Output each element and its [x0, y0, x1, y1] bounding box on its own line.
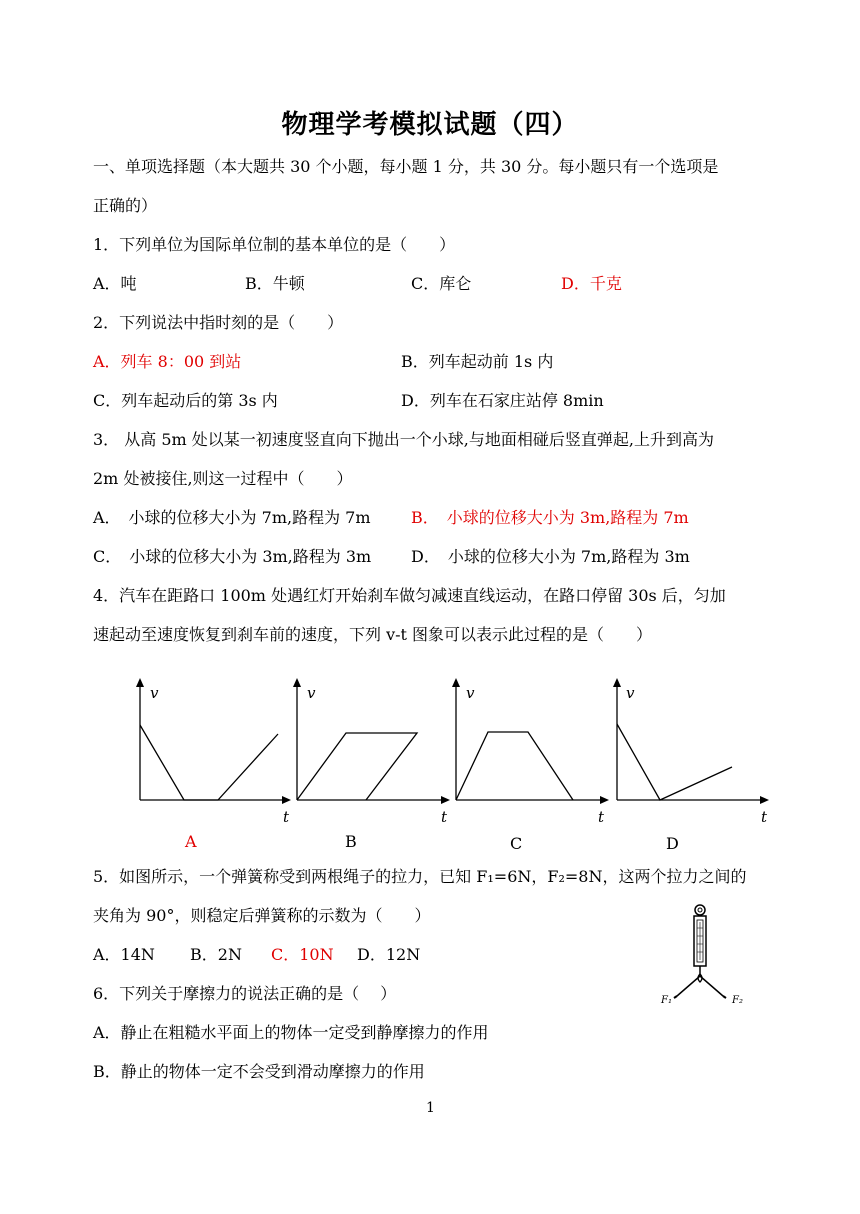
- q6-stem: 6．下列关于摩擦力的说法正确的是（ ）: [93, 984, 397, 1003]
- q5-option-d: D．12N: [357, 945, 421, 964]
- q5-stem-line1: 5．如图所示，一个弹簧称受到两根绳子的拉力，已知 F₁=6N，F₂=8N，这两个拉力之间的: [93, 867, 747, 886]
- graph-b-v-label: v: [307, 684, 316, 702]
- q4-stem-line1: 4．汽车在距路口 100m 处遇红灯开始刹车做匀减速直线运动，在路口停留 30s 后，匀加: [93, 586, 726, 605]
- graph-c: [456, 682, 605, 826]
- graph-b-t-label: t: [441, 808, 448, 826]
- graph-a-label-answer: A: [185, 832, 197, 851]
- page-number: 1: [426, 1100, 435, 1116]
- graph-b-label: B: [345, 832, 357, 851]
- graph-a-t-label: t: [283, 808, 290, 826]
- graph-c-t-label: t: [598, 808, 605, 826]
- q3-stem-line1: 3． 从高 5m 处以某一初速度竖直向下抛出一个小球,与地面相碰后竖直弹起,上升到高为: [93, 430, 714, 449]
- q2-option-d: D．列车在石家庄站停 8min: [401, 391, 604, 410]
- q2-option-c: C．列车起动后的第 3s 内: [93, 391, 278, 410]
- graph-b: [297, 682, 448, 826]
- section-heading-line2: 正确的）: [93, 196, 158, 215]
- spring-scale-figure: [655, 900, 755, 1010]
- graph-d-curve: [617, 724, 732, 800]
- q1-stem: 1．下列单位为国际单位制的基本单位的是（ ）: [93, 235, 456, 254]
- section-heading-line1: 一、单项选择题（本大题共 30 个小题，每小题 1 分，共 30 分。每小题只有一个选项是: [93, 157, 719, 176]
- q3-stem-line2: 2m 处被接住,则这一过程中（ ）: [93, 469, 353, 488]
- graph-c-label: C: [510, 834, 523, 853]
- q3-option-b-answer: B． 小球的位移大小为 3m,路程为 7m: [411, 508, 689, 527]
- q1-option-a: A．吨: [93, 274, 137, 293]
- q4-vt-graphs: [0, 670, 860, 860]
- rope-lines: [677, 976, 723, 996]
- q6-option-a: A．静止在粗糙水平面上的物体一定受到静摩擦力的作用: [93, 1023, 489, 1042]
- q6-option-b: B．静止的物体一定不会受到滑动摩擦力的作用: [93, 1062, 425, 1081]
- graph-d: [617, 682, 768, 826]
- f2-label: F₂: [732, 995, 743, 1006]
- graph-a-curve: [140, 725, 278, 800]
- q2-option-b: B．列车起动前 1s 内: [401, 352, 554, 371]
- q4-stem-line2: 速起动至速度恢复到刹车前的速度，下列 v-t 图象可以表示此过程的是（ ）: [93, 625, 653, 644]
- q3-option-d: D． 小球的位移大小为 7m,路程为 3m: [411, 547, 690, 566]
- f1-label: F₁: [661, 995, 672, 1006]
- graph-b-curve: [297, 733, 417, 800]
- q3-option-a: A． 小球的位移大小为 7m,路程为 7m: [93, 508, 371, 527]
- q5-option-c-answer: C．10N: [271, 945, 334, 964]
- q5-option-b: B．2N: [190, 945, 242, 964]
- graph-a: [140, 682, 290, 826]
- q5-option-a: A．14N: [93, 945, 155, 964]
- page-title: 物理学考模拟试题（四）: [281, 110, 579, 140]
- graph-d-v-label: v: [626, 684, 635, 702]
- graph-c-curve: [456, 732, 573, 800]
- graph-d-t-label: t: [761, 808, 768, 826]
- q3-option-c: C． 小球的位移大小为 3m,路程为 3m: [93, 547, 372, 566]
- graph-d-label: D: [666, 834, 679, 853]
- q5-stem-line2: 夹角为 90°，则稳定后弹簧称的示数为（ ）: [93, 906, 431, 925]
- scale-hook-ring: [695, 905, 705, 915]
- graph-a-v-label: v: [150, 684, 159, 702]
- q2-option-a-answer: A．列车 8：00 到站: [93, 352, 242, 371]
- q2-stem: 2．下列说法中指时刻的是（ ）: [93, 313, 344, 332]
- graph-c-v-label: v: [466, 684, 475, 702]
- q1-option-d-answer: D．千克: [561, 274, 622, 293]
- q1-option-b: B．牛顿: [245, 274, 305, 293]
- q1-option-c: C．库仑: [411, 274, 472, 293]
